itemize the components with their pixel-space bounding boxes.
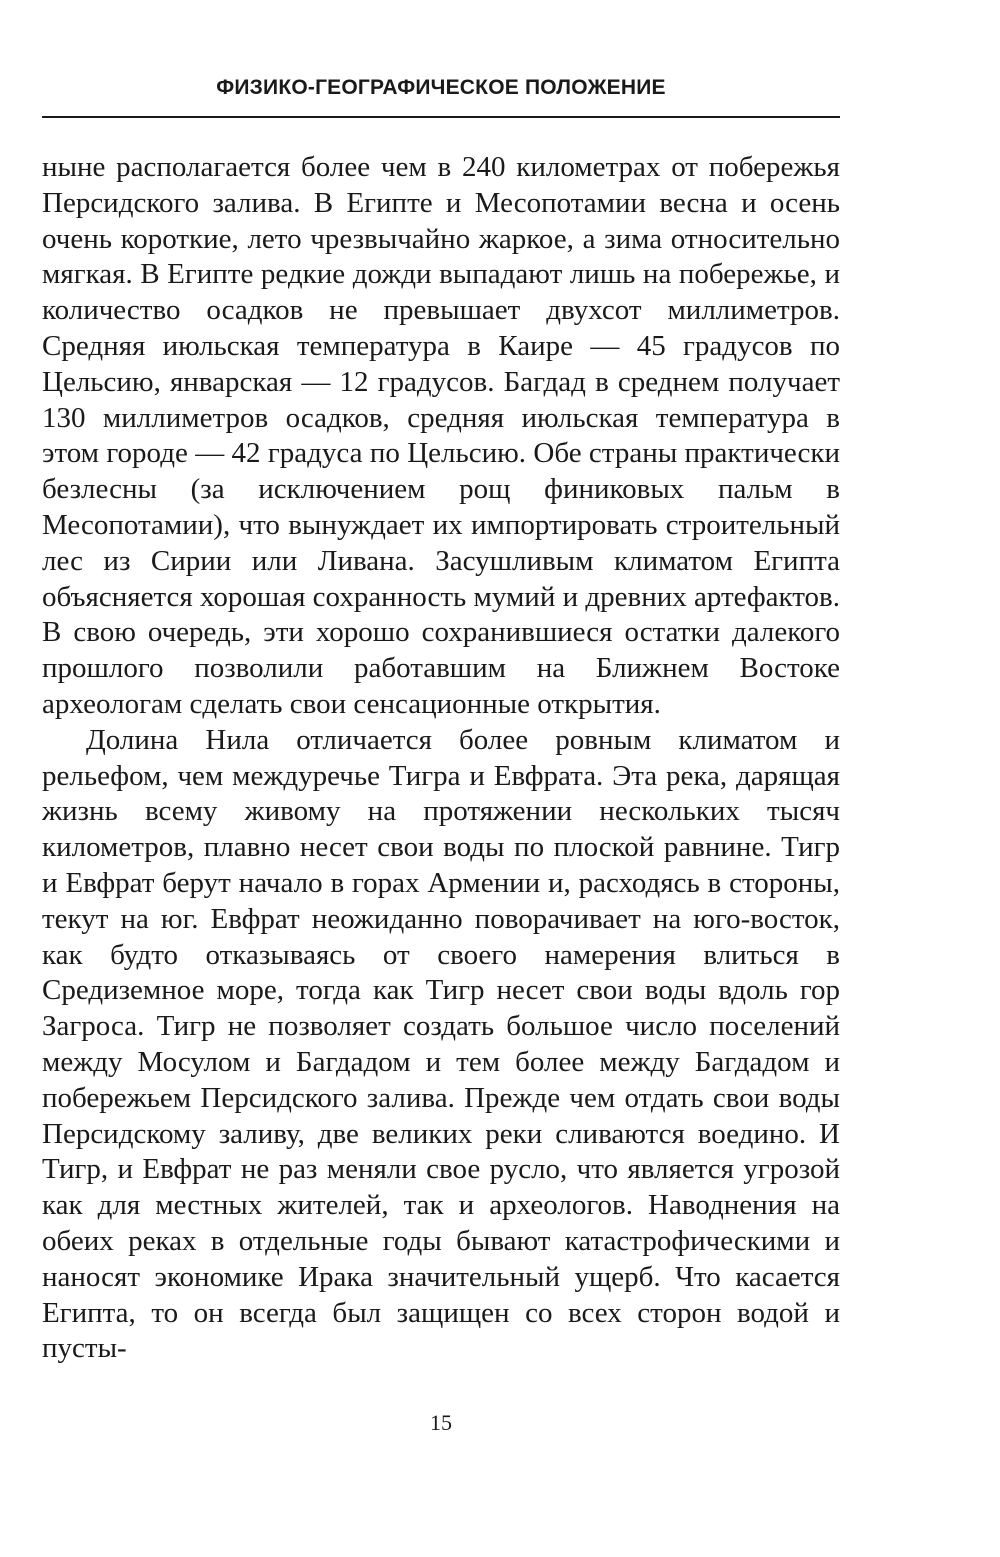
paragraph-nile-valley: Долина Нила отличается более ровным климатом и рельефом, чем междуречье Тигра и Евфрата. Эта река, дарящая жизнь всему живому на протяжении нескольких тысяч километров, плавно несет свои воды по плоской равнине. Тигр и Евфрат берут начало в горах Армении и, расходясь в стороны, текут на юг. Евфрат неожиданно поворачивает на юго-восток, как будто отказываясь от своего намерения влиться в Средиземное море, тогда как Тигр несет свои воды вдоль гор Загроса. Тигр не позволяет создать большое число поселений между Мосулом и Багдадом и тем более между Багдадом и побережьем Персидского залива. Прежде чем отдать свои воды Персидскому заливу, две великих реки сливаются воедино. И Тигр, и Евфрат не раз меняли свое русло, что является угрозой как для местных жителей, так и археологов. Наводнения на обеих реках в отдельные годы бывают катастрофическими и наносят экономике Ирака значительный ущерб. Что касается Египта, то он всегда был защищен со всех сторон водой и пусты- [42,723,840,1365]
page-number: 15 [430,1410,452,1435]
running-head-title: ФИЗИКО-ГЕОГРАФИЧЕСКОЕ ПОЛОЖЕНИЕ [216,76,666,99]
paragraph-continued: ныне располагается более чем в 240 километрах от побережья Персидского залива. В Египте и Месопотамии весна и осень очень короткие, лето чрезвычайно жаркое, а зима относительно мягкая. В Египте редкие дожди выпадают лишь на побережье, и количество осадков не превышает двухсот миллиметров. Средняя июльская температура в Каире — 45 градусов по Цельсию, январская — 12 градусов. Багдад в среднем получает 130 миллиметров осадков, средняя июльская температура в этом городе — 42 градуса по Цельсию. Обе страны практически безлесны (за исключением рощ финиковых пальм в Месопотамии), что вынуждает их импортировать строительный лес из Сирии или Ливана. Засушливым климатом Египта объясняется хорошая сохранность мумий и древних артефактов. В свою очередь, эти хорошо сохранившиеся остатки далекого прошлого позволили работавшим на Ближнем Востоке археологам сделать свои сенсационные открытия. [42,151,840,720]
body-text [42,150,840,1367]
header-rule [42,116,840,118]
